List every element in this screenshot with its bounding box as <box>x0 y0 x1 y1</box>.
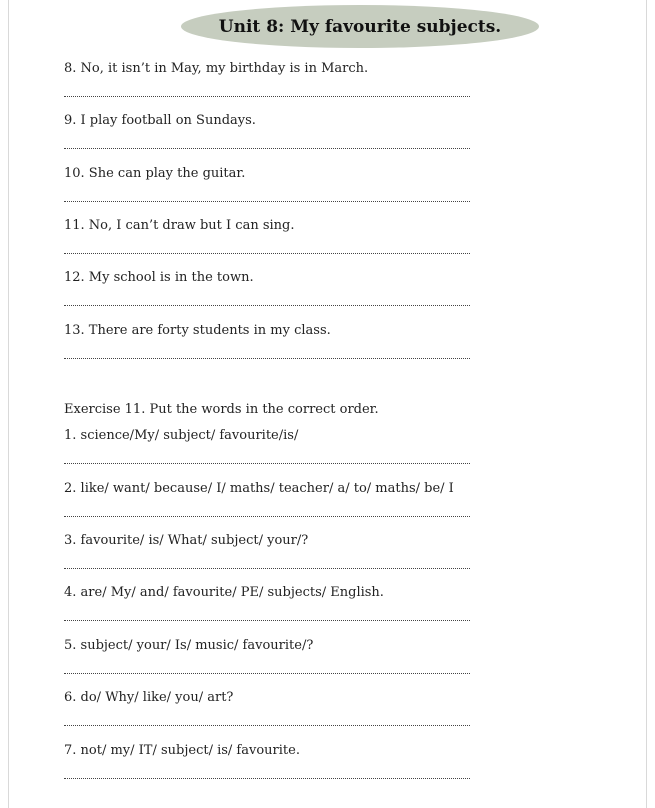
exercise-answer-line-6[interactable] <box>64 725 470 726</box>
exercise-answer-line-3[interactable] <box>64 568 470 569</box>
exercise-answer-line-2[interactable] <box>64 516 470 517</box>
exercise-answer-line-1[interactable] <box>64 463 470 464</box>
exercise-item-6: 6. do/ Why/ like/ you/ art? <box>64 690 234 705</box>
question-8: 8. No, it isn’t in May, my birthday is in March. <box>64 61 369 76</box>
exercise-item-1: 1. science/My/ subject/ favourite/is/ <box>64 428 299 443</box>
exercise-answer-line-7[interactable] <box>64 778 470 779</box>
exercise-item-3: 3. favourite/ is/ What/ subject/ your/? <box>64 533 309 548</box>
exercise-item-5: 5. subject/ your/ Is/ music/ favourite/? <box>64 638 314 653</box>
left-border-line <box>8 0 9 808</box>
exercise-item-2: 2. like/ want/ because/ I/ maths/ teacher/ a/ to/ maths/ be/ I <box>64 481 454 496</box>
exercise-answer-line-5[interactable] <box>64 673 470 674</box>
question-13: 13. There are forty students in my class. <box>64 323 331 338</box>
question-12: 12. My school is in the town. <box>64 270 254 285</box>
exercise-11-heading: Exercise 11. Put the words in the correct order. <box>64 402 379 417</box>
unit-title-banner <box>181 5 539 48</box>
unit-title: Unit 8: My favourite subjects. <box>218 16 502 37</box>
answer-line-10[interactable] <box>64 201 470 202</box>
answer-line-9[interactable] <box>64 148 470 149</box>
exercise-item-4: 4. are/ My/ and/ favourite/ PE/ subjects/ English. <box>64 585 384 600</box>
answer-line-8[interactable] <box>64 96 470 97</box>
answer-line-11[interactable] <box>64 253 470 254</box>
answer-line-13[interactable] <box>64 358 470 359</box>
question-10: 10. She can play the guitar. <box>64 166 246 181</box>
exercise-answer-line-4[interactable] <box>64 620 470 621</box>
answer-line-12[interactable] <box>64 305 470 306</box>
exercise-item-7: 7. not/ my/ IT/ subject/ is/ favourite. <box>64 743 300 758</box>
right-border-line <box>646 0 647 808</box>
question-9: 9. I play football on Sundays. <box>64 113 256 128</box>
question-11: 11. No, I can’t draw but I can sing. <box>64 218 295 233</box>
